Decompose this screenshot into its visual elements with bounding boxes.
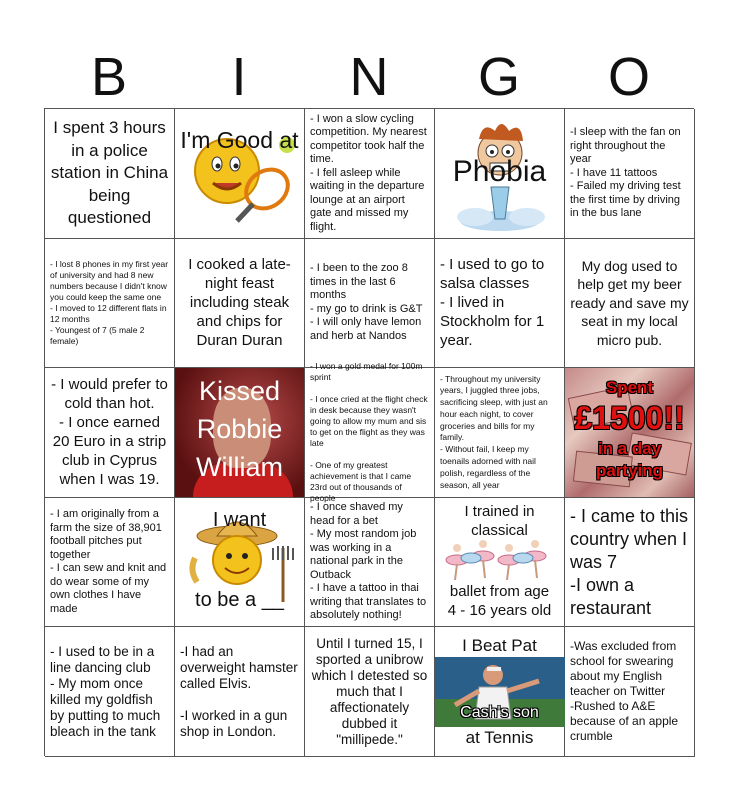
bingo-cell[interactable]: [45, 627, 175, 757]
header-letter-o: O: [607, 47, 650, 107]
bingo-cell[interactable]: [175, 498, 305, 628]
cell-text: - I am originally from a farm the size of 38,901 football pitches put together - I can sew and knit and do wear some of my own clothes I have made: [50, 508, 167, 615]
bingo-cell[interactable]: [435, 109, 565, 239]
cell-text: -I sleep with the fan on right throughout the year - I have 11 tattoos - Failed my driving test the first time by driving in the bus lane: [570, 126, 681, 220]
bingo-cell[interactable]: [305, 360, 435, 503]
bingo-cell[interactable]: [565, 498, 695, 628]
money-caption: [565, 378, 694, 482]
bingo-cell[interactable]: [175, 109, 305, 239]
cell-text: Until I turned 15, I sported a unibrow which I detested so much that I affectionately dubbed it "millipede.": [311, 635, 428, 747]
cell-text-bottom: to be a __: [195, 588, 284, 611]
cell-text: Kissed Robbie William: [196, 376, 283, 483]
bingo-cell[interactable]: [305, 627, 435, 757]
bingo-cell[interactable]: [435, 239, 565, 369]
bingo-cell[interactable]: [565, 368, 695, 498]
cell-text: I Beat Pat: [462, 636, 537, 656]
cell-text: My dog used to help get my beer ready and save my seat in my local micro pub.: [570, 257, 689, 348]
cell-text: - I used to be in a line dancing club - My mom once killed my goldfish by putting to much bleach in the tank: [50, 643, 161, 739]
caption-line: partying: [595, 461, 664, 481]
cell-text: - I came to this country when I was 7 -I own a restaurant: [570, 505, 689, 618]
cell-text: -I had an overweight hamster called Elvis. -I worked in a gun shop in London.: [180, 643, 298, 739]
cell-text: - I won a slow cycling competition. My nearest competitor took half the time. - I fell asleep while waiting in the departure lounge at an airport gate and missed my flight.: [310, 112, 427, 233]
cell-text-top: I want: [212, 508, 267, 531]
cell-text: - I been to the zoo 8 times in the last 6 months - my go to drink is G&T - I will only have lemon and herb at Nandos: [310, 262, 423, 342]
header-letter-n: N: [349, 47, 389, 107]
bingo-cell[interactable]: [175, 368, 305, 498]
bingo-cell[interactable]: [565, 239, 695, 369]
bingo-cell[interactable]: [45, 368, 175, 498]
caption-line: classical: [471, 521, 528, 539]
cell-text: - Throughout my university years, I juggled three jobs, sacrificing sleep, with just an hour each night, to cover groceries and bills for my family. - Without fail, I keep my toenails adorned with nail polish, regardless of the season, all year: [440, 373, 548, 490]
cell-text: Phobia: [452, 155, 547, 188]
bingo-header: [44, 48, 694, 106]
cell-text: - I once shaved my head for a bet - My most random job was working in a national park in the Outback - I have a tattoo in thai writing that translates to absolutely nothing!: [310, 501, 427, 622]
caption-line: I trained in: [464, 502, 535, 520]
cell-text: at Tennis: [465, 728, 534, 748]
header-letter-g: G: [477, 47, 520, 107]
caption-line: in a day: [597, 439, 662, 459]
bingo-cell[interactable]: [565, 627, 695, 757]
bingo-cell[interactable]: [435, 627, 565, 757]
bingo-grid: [44, 108, 694, 756]
cell-text: -Was excluded from school for swearing about my English teacher on Twitter -Rushed to A&E because of an apple crumble: [570, 639, 679, 744]
caption-line: Spent: [605, 378, 654, 398]
bingo-cell[interactable]: [175, 627, 305, 757]
cell-text: I cooked a late-night feast including steak and chips for Duran Duran: [188, 256, 291, 350]
bingo-cell[interactable]: [45, 498, 175, 628]
cell-text: I spent 3 hours in a police station in China being questioned: [50, 118, 169, 228]
ballet-caption-bottom: [435, 582, 564, 620]
cell-text: - I used to go to salsa classes - I lived in Stockholm for 1 year.: [440, 256, 545, 350]
bingo-cell[interactable]: [175, 239, 305, 369]
cell-text: - I lost 8 phones in my first year of university and had 8 new numbers because I didn't know you could keep the same one - I moved to 12 different flats in 12 months - Youngest of 7 (5 male 2 female): [50, 258, 169, 346]
bingo-cell[interactable]: [305, 239, 435, 369]
cell-text: - I won a gold medal for 100m sprint - I once cried at the flight check in desk because they wasn't going to allow my mum and sis to get on the flight as they was late - One of my greatest achievement is that I came 23rd out of thousands of people: [310, 360, 428, 503]
cell-text: - I would prefer to cold than hot. - I once earned 20 Euro in a strip club in Cyprus when I was 19.: [51, 376, 168, 489]
header-letter-b: B: [90, 47, 128, 107]
cell-text: Cash's son: [460, 704, 539, 722]
caption-line: ballet from age: [449, 582, 550, 600]
bingo-cell[interactable]: [565, 109, 695, 239]
bingo-cell[interactable]: [45, 109, 175, 239]
bingo-cell[interactable]: [435, 498, 565, 628]
caption-line: 4 - 16 years old: [447, 601, 552, 619]
bingo-cell[interactable]: [305, 109, 435, 239]
caption-line: £1500!!: [574, 400, 685, 437]
bingo-cell[interactable]: [305, 498, 435, 628]
cell-text: I'm Good at: [180, 127, 299, 153]
bingo-cell[interactable]: [435, 368, 565, 498]
ballet-caption: [435, 502, 564, 540]
header-letter-i: I: [231, 47, 247, 107]
bingo-cell[interactable]: [45, 239, 175, 369]
